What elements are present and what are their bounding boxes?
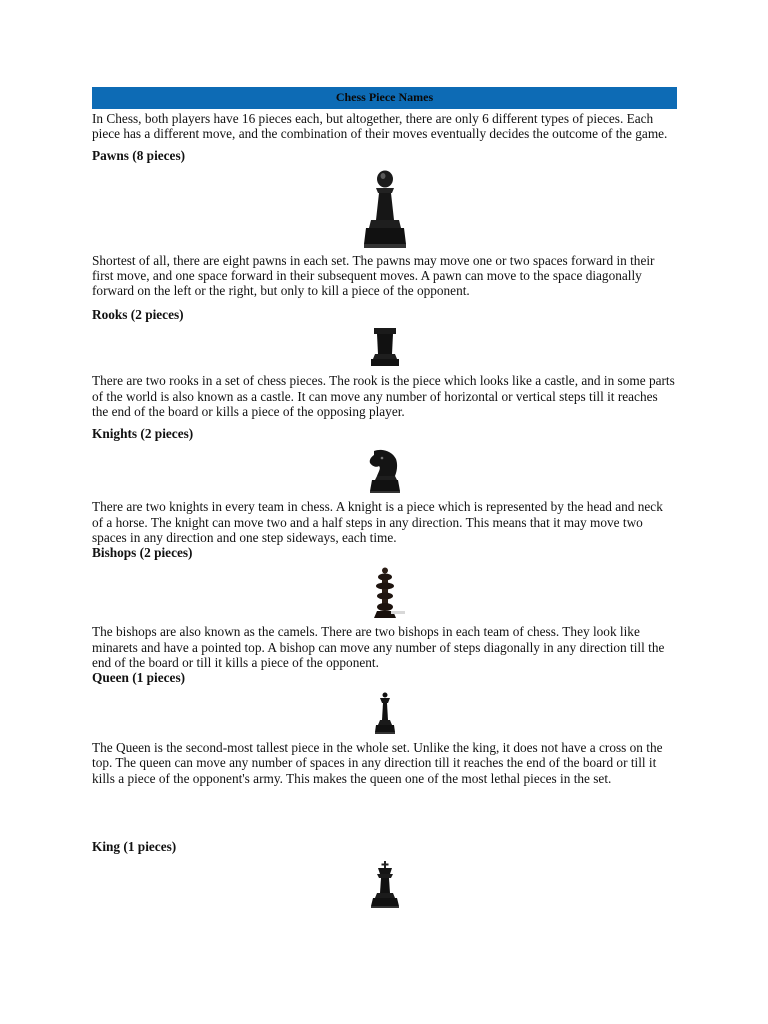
king-icon [92,861,677,908]
section-heading-rooks: Rooks (2 pieces) [92,307,184,323]
section-heading-king: King (1 pieces) [92,839,177,855]
knight-icon [92,449,677,493]
bishop-icon [92,567,677,619]
section-text-knights: There are two knights in every team in chess. A knight is a piece which is represented by the head and neck of a horse. The knight can move two and a half steps in any direction. This means that it may move two spaces in any direction and one step sideways, each time. [92,499,663,545]
rook-icon [92,328,677,366]
section-text-bishops: The bishops are also known as the camels. There are two bishops in each team of chess. They look like minarets and have a pointed top. A bishop can move any number of steps diagonally in any direction till the end of the board or till it kills a piece of the opponent. [92,624,665,670]
pawn-icon [92,170,677,250]
section-text-rooks: There are two rooks in a set of chess pieces. The rook is the piece which looks like a castle, and in some parts of the world is also known as a castle. It can move any number of horizontal or vertical steps till it reaches the end of the board or kills a piece of the opposing player. [92,373,675,420]
document-page [92,87,677,908]
queen-icon [92,692,677,734]
section-text-queen: The Queen is the second-most tallest piece in the whole set. Unlike the king, it does not have a cross on the top. The queen can move any number of spaces in any direction till it reaches the end of the board or till it kills a piece of the opponent's army. This makes the queen one of the most lethal pieces in the set. [92,740,663,786]
intro-paragraph: In Chess, both players have 16 pieces each, but altogether, there are only 6 different types of pieces. Each piece has a different move, and the combination of their moves eventually decides the outcome of the game. [92,111,668,142]
section-heading-knights: Knights (2 pieces) [92,426,194,442]
page-title: Chess Piece Names [92,87,677,109]
section-text-pawns: Shortest of all, there are eight pawns in each set. The pawns may move one or two spaces forward in their first move, and one space forward in their subsequent moves. A pawn can move to the space diagonally forward on the left or the right, but only to kill a piece of the opponent. [92,252,655,299]
section-heading-bishops: Bishops (2 pieces) [92,545,193,561]
section-heading-queen: Queen (1 pieces) [92,670,186,686]
section-heading-pawns: Pawns (8 pieces) [92,147,186,163]
